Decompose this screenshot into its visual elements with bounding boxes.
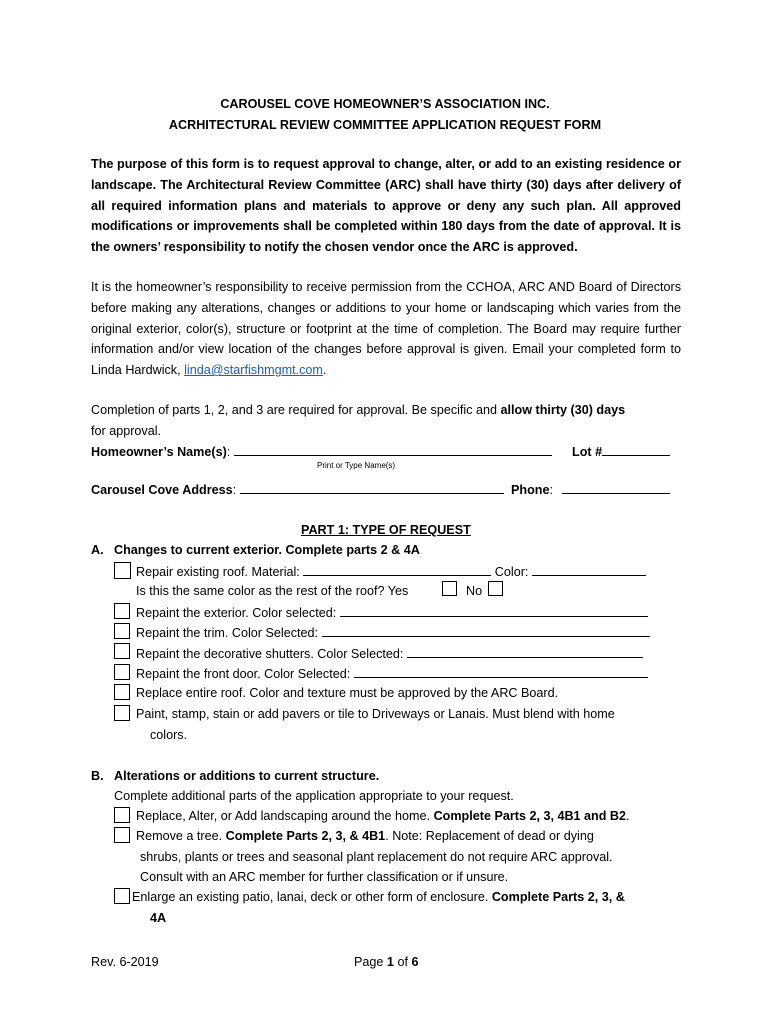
lot-number-field[interactable] bbox=[602, 443, 670, 456]
homeowner-row bbox=[91, 443, 552, 460]
remove-tree-label: Remove a tree. bbox=[136, 829, 223, 843]
form-title: ACRHITECTURAL REVIEW COMMITTEE APPLICATION REQUEST FORM bbox=[168, 118, 602, 132]
responsibility-text: It is the homeowner’s responsibility to receive permission from the CCHOA, ARC AND Board of Directors before making any alterations, changes or additions to your home or landscaping which varies from the original exterior, color(s), structure or footprint at the time of completion. The Board may require further information and/or view location of the changes before approval is given. Email your completed form to Linda Hardwick, bbox=[91, 280, 681, 378]
roof-color-question: Is this the same color as the rest of the roof? Yes bbox=[136, 584, 409, 598]
enlarge-patio-checkbox[interactable] bbox=[114, 888, 130, 904]
enlarge-patio-parts: Complete Parts 2, 3, & bbox=[491, 890, 625, 904]
landscaping-label: Replace, Alter, or Add landscaping around the home. bbox=[136, 809, 431, 823]
roof-color-label: Color: bbox=[494, 565, 529, 579]
page-of: of bbox=[397, 955, 408, 969]
completion-bold: allow thirty (30) days bbox=[500, 403, 626, 417]
phone-row bbox=[511, 481, 670, 498]
remove-tree-parts: Complete Parts 2, 3, & 4B1 bbox=[225, 829, 386, 843]
remove-tree-line3: Consult with an ARC member for further classification or if unsure. bbox=[140, 870, 509, 884]
repaint-trim-row bbox=[136, 624, 650, 641]
address-label: Carousel Cove Address bbox=[91, 483, 233, 497]
door-color-field[interactable] bbox=[354, 665, 648, 678]
page-total: 6 bbox=[411, 955, 419, 969]
page-current: 1 bbox=[386, 955, 394, 969]
repaint-trim-label: Repaint the trim. Color Selected: bbox=[136, 626, 318, 640]
phone-colon: : bbox=[549, 483, 553, 497]
landscaping-period: . bbox=[626, 809, 630, 823]
page-word: Page bbox=[354, 955, 384, 969]
part1-title: PART 1: TYPE OF REQUEST bbox=[301, 523, 471, 537]
repaint-exterior-label: Repaint the exterior. Color selected: bbox=[136, 606, 337, 620]
landscaping-row bbox=[136, 808, 630, 824]
roof-no-label: No bbox=[466, 584, 483, 598]
purpose-paragraph: The purpose of this form is to request approval to change, alter, or add to an existing residence or landscape. The Architectural Review Committee (ARC) shall have thirty (30) days after delivery of all required information plans and materials to approve or deny any such plan. All approved modifications or improvements shall be completed within 180 days from the date of approval. It is the owners’ responsibility to notify the chosen vendor once the ARC is approved. bbox=[91, 157, 681, 255]
trim-color-field[interactable] bbox=[322, 624, 650, 637]
completion-text: Completion of parts 1, 2, and 3 are required for approval. Be specific and bbox=[91, 403, 498, 417]
page-number bbox=[354, 954, 418, 970]
homeowner-colon: : bbox=[226, 445, 231, 459]
landscaping-parts: Complete Parts 2, 3, 4B1 and B2 bbox=[433, 809, 627, 823]
email-link[interactable]: linda@starfishmgmt.com bbox=[184, 363, 323, 378]
address-row bbox=[91, 481, 504, 498]
repaint-door-label: Repaint the front door. Color Selected: bbox=[136, 667, 351, 681]
phone-label: Phone bbox=[511, 483, 550, 497]
remove-tree-note: . Note: Replacement of dead or dying bbox=[385, 829, 594, 843]
repaint-shutters-label: Repaint the decorative shutters. Color Selected: bbox=[136, 647, 404, 661]
repaint-trim-checkbox[interactable] bbox=[114, 623, 130, 639]
enlarge-patio-label: Enlarge an existing patio, lanai, deck or other form of enclosure. bbox=[132, 890, 489, 904]
repaint-shutters-checkbox[interactable] bbox=[114, 643, 130, 659]
exterior-color-field[interactable] bbox=[340, 604, 648, 617]
section-b-letter: B. bbox=[91, 769, 104, 783]
enlarge-patio-continued: 4A bbox=[150, 911, 167, 925]
roof-no-checkbox[interactable] bbox=[488, 581, 503, 596]
enlarge-patio-row bbox=[132, 889, 625, 905]
remove-tree-line2: shrubs, plants or trees and seasonal plant replacement do not require ARC approval. bbox=[140, 850, 613, 864]
pavers-checkbox[interactable] bbox=[114, 705, 130, 721]
repair-roof-checkbox[interactable] bbox=[114, 562, 131, 579]
repaint-door-row bbox=[136, 665, 648, 682]
repair-roof-label: Repair existing roof. Material: bbox=[136, 565, 300, 579]
homeowner-hint: Print or Type Name(s) bbox=[317, 461, 396, 470]
landscaping-checkbox[interactable] bbox=[114, 807, 130, 823]
remove-tree-checkbox[interactable] bbox=[114, 827, 130, 843]
pavers-continued: colors. bbox=[150, 728, 188, 742]
shutters-color-field[interactable] bbox=[407, 645, 643, 658]
lot-label: Lot # bbox=[572, 445, 603, 459]
address-field[interactable] bbox=[240, 481, 504, 494]
completion-post: for approval. bbox=[91, 423, 162, 438]
section-a-letter: A. bbox=[91, 543, 104, 557]
replace-roof-checkbox[interactable] bbox=[114, 684, 130, 700]
phone-field[interactable] bbox=[562, 481, 670, 494]
replace-roof-label: Replace entire roof. Color and texture must be approved by the ARC Board. bbox=[136, 686, 559, 700]
section-b-intro: Complete additional parts of the application appropriate to your request. bbox=[114, 789, 514, 803]
homeowner-name-field[interactable] bbox=[234, 443, 552, 456]
address-colon: : bbox=[232, 483, 237, 497]
lot-row bbox=[572, 443, 670, 460]
roof-yes-checkbox[interactable] bbox=[442, 581, 457, 596]
roof-color-field[interactable] bbox=[532, 563, 646, 576]
repaint-exterior-checkbox[interactable] bbox=[114, 603, 130, 619]
org-title: CAROUSEL COVE HOMEOWNER’S ASSOCIATION INC. bbox=[220, 97, 550, 111]
repaint-shutters-row bbox=[136, 645, 643, 662]
section-b-heading: Alterations or additions to current structure. bbox=[114, 769, 380, 783]
pavers-label: Paint, stamp, stain or add pavers or tile to Driveways or Lanais. Must blend with home bbox=[136, 707, 615, 721]
completion-paragraph bbox=[91, 400, 681, 442]
section-a-heading: Changes to current exterior. Complete parts 2 & 4A bbox=[114, 543, 420, 557]
email-suffix: . bbox=[322, 363, 327, 378]
remove-tree-row bbox=[136, 828, 594, 844]
roof-material-field[interactable] bbox=[303, 563, 491, 576]
revision-label: Rev. 6-2019 bbox=[91, 955, 159, 969]
repaint-door-checkbox[interactable] bbox=[114, 664, 130, 680]
repaint-exterior-row bbox=[136, 604, 648, 621]
responsibility-paragraph bbox=[91, 277, 681, 381]
homeowner-label: Homeowner’s Name(s) bbox=[91, 445, 227, 459]
repair-roof-row bbox=[136, 563, 646, 580]
